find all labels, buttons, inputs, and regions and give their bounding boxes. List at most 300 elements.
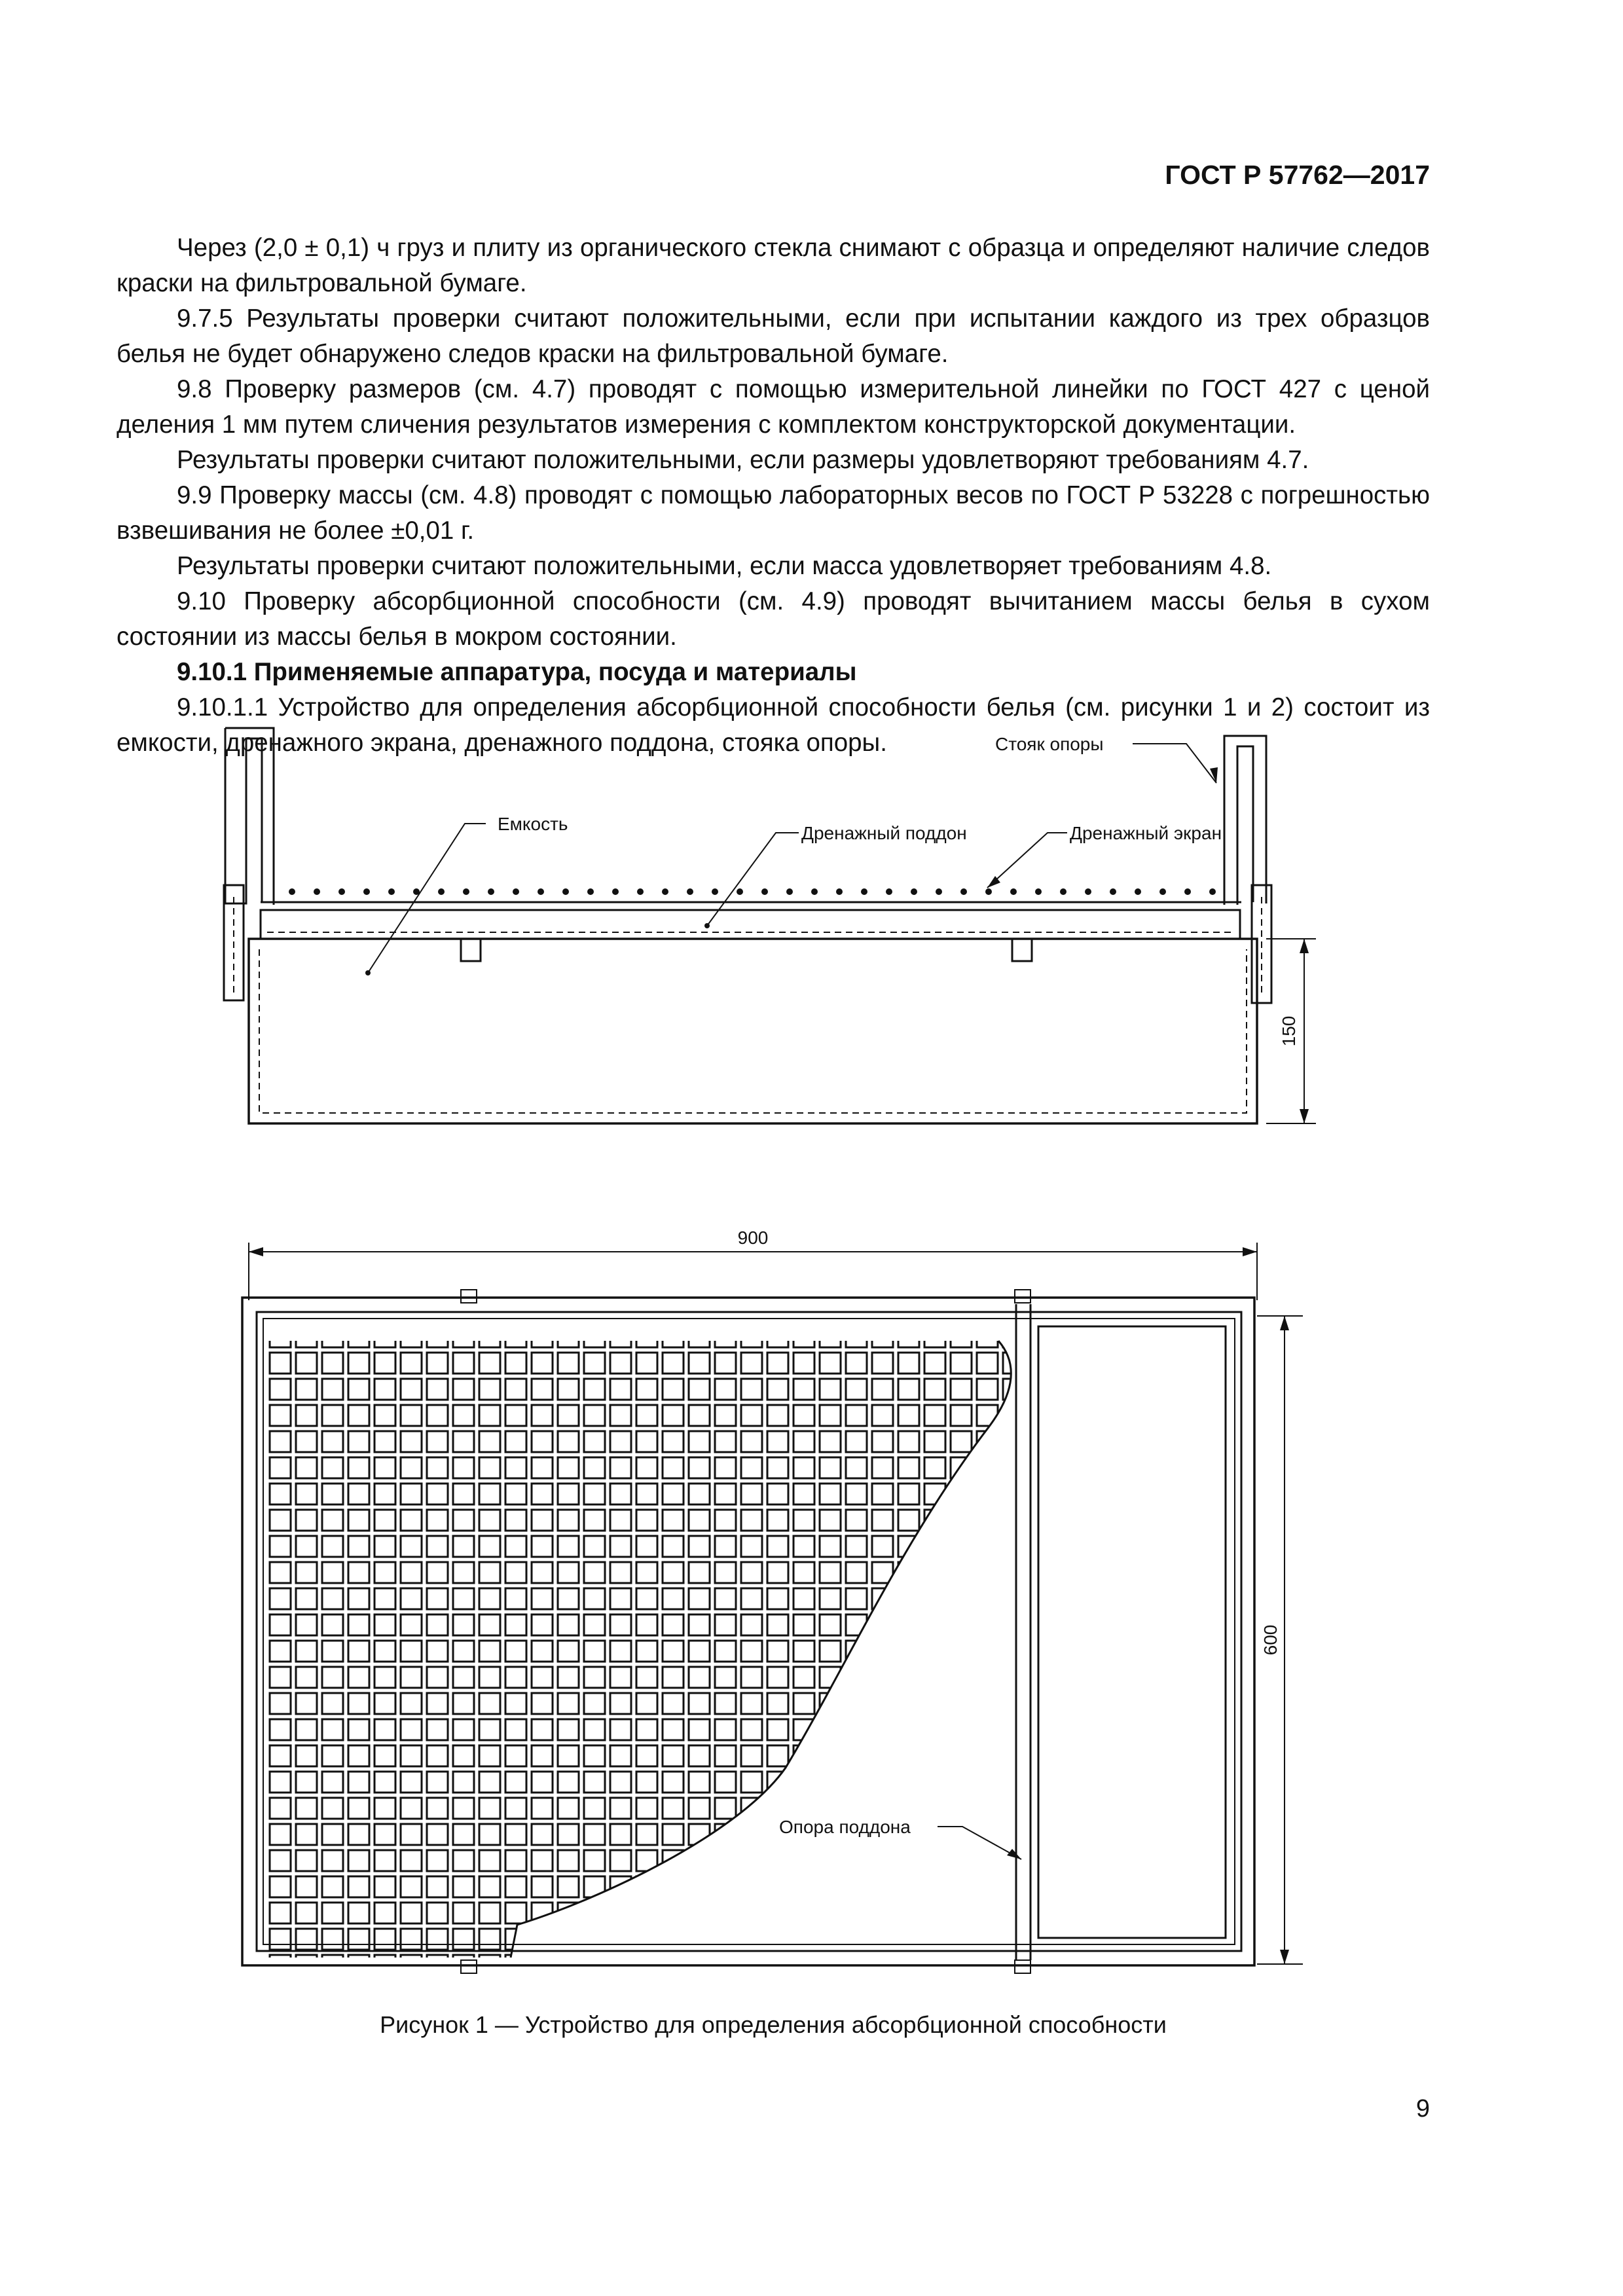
screen-dot: [463, 888, 469, 895]
screen-dot: [538, 888, 544, 895]
grid-cell: [741, 1929, 762, 1950]
grid-cell: [401, 1772, 422, 1793]
grid-cell: [558, 1614, 579, 1635]
grid-cell: [715, 1431, 736, 1452]
grid-cell: [558, 1510, 579, 1531]
grid-cell: [610, 1929, 631, 1950]
grid-cell: [793, 1353, 814, 1374]
grid-cell: [558, 1353, 579, 1374]
grid-cell: [322, 1326, 343, 1347]
grid-cell: [898, 1929, 919, 1950]
grid-cell: [846, 1876, 867, 1897]
grid-cell: [663, 1510, 684, 1531]
grid-cell: [977, 1929, 998, 1950]
grid-cell: [1003, 1798, 1024, 1819]
grid-cell: [584, 1850, 605, 1871]
grid-cell: [479, 1353, 500, 1374]
grid-cell: [479, 1641, 500, 1662]
grid-cell: [689, 1614, 710, 1635]
grid-cell: [898, 1772, 919, 1793]
grid-cell: [532, 1484, 553, 1504]
grid-cell: [846, 1484, 867, 1504]
grid-cell: [663, 1431, 684, 1452]
grid-cell: [741, 1772, 762, 1793]
grid-cell: [453, 1484, 474, 1504]
grid-cell: [532, 1405, 553, 1426]
grid-cell: [348, 1903, 369, 1923]
screen-dot: [637, 888, 644, 895]
grid-cell: [348, 1850, 369, 1871]
grid-cell: [374, 1693, 395, 1714]
paragraph: 9.9 Проверку массы (см. 4.8) проводят с помощью лабораторных весов по ГОСТ Р 53228 с погрешностью взвешивания не более ±0,01 г.: [117, 481, 1430, 545]
grid-cell: [584, 1588, 605, 1609]
grid-cell: [532, 1641, 553, 1662]
grid-cell: [401, 1824, 422, 1845]
grid-cell: [689, 1719, 710, 1740]
grid-cell: [898, 1588, 919, 1609]
grid-cell: [374, 1457, 395, 1478]
grid-cell: [505, 1431, 526, 1452]
screen-dot: [811, 888, 818, 895]
grid-cell: [374, 1536, 395, 1557]
grid-cell: [767, 1405, 788, 1426]
grid-cell: [505, 1379, 526, 1400]
grid-cell: [872, 1353, 893, 1374]
grid-cell: [898, 1562, 919, 1583]
grid-cell: [296, 1850, 317, 1871]
grid-cell: [898, 1798, 919, 1819]
grid-cell: [558, 1641, 579, 1662]
grid-cell: [636, 1405, 657, 1426]
grid-cell: [951, 1876, 972, 1897]
grid-cell: [558, 1693, 579, 1714]
grid-cell: [636, 1510, 657, 1531]
grid-cell: [610, 1798, 631, 1819]
grid-cell: [715, 1536, 736, 1557]
grid-cell: [296, 1484, 317, 1504]
grid-cell: [479, 1667, 500, 1688]
grid-cell: [820, 1536, 841, 1557]
grid-cell: [584, 1667, 605, 1688]
grid-cell: [427, 1876, 448, 1897]
grid-cell: [741, 1614, 762, 1635]
grid-cell: [924, 1929, 945, 1950]
grid-cell: [977, 1536, 998, 1557]
dimension-arrow: [1300, 1109, 1309, 1123]
grid-cell: [715, 1510, 736, 1531]
screen-dot: [513, 888, 519, 895]
grid-cell: [846, 1667, 867, 1688]
grid-cell: [977, 1745, 998, 1766]
grid-cell: [820, 1850, 841, 1871]
grid-cell: [453, 1641, 474, 1662]
grid-cell: [270, 1588, 291, 1609]
grid-cell: [453, 1614, 474, 1635]
grid-cell: [872, 1431, 893, 1452]
grid-cell: [820, 1745, 841, 1766]
grid-cell: [479, 1798, 500, 1819]
screen-dot: [289, 888, 295, 895]
grid-cell: [872, 1614, 893, 1635]
grid-cell: [505, 1798, 526, 1819]
grid-cell: [715, 1484, 736, 1504]
grid-cell: [846, 1588, 867, 1609]
figure-caption: Рисунок 1 — Устройство для определения абсорбционной способности: [380, 2011, 1167, 2038]
grid-cell: [872, 1457, 893, 1478]
grid-cell: [296, 1536, 317, 1557]
grid-cell: [558, 1876, 579, 1897]
grid-cell: [872, 1903, 893, 1923]
grid-cell: [558, 1562, 579, 1583]
grid-cell: [898, 1641, 919, 1662]
grid-cell: [846, 1719, 867, 1740]
grid-cell: [741, 1824, 762, 1845]
grid-cell: [374, 1379, 395, 1400]
grid-cell: [767, 1431, 788, 1452]
grid-cell: [558, 1431, 579, 1452]
grid-cell: [348, 1457, 369, 1478]
grid-cell: [453, 1876, 474, 1897]
grid-cell: [348, 1772, 369, 1793]
grid-cell: [427, 1850, 448, 1871]
grid-cell: [767, 1641, 788, 1662]
grid-cell: [636, 1353, 657, 1374]
grid-cell: [558, 1484, 579, 1504]
grid-cell: [427, 1536, 448, 1557]
grid-cell: [820, 1614, 841, 1635]
screen-dot: [985, 888, 992, 895]
leader-lines: [368, 744, 1216, 1859]
grid-cell: [951, 1667, 972, 1688]
dimension-arrow: [1243, 1247, 1257, 1256]
cutaway-edge: [511, 1341, 1011, 1958]
grid-cell: [924, 1876, 945, 1897]
grid-cell: [479, 1614, 500, 1635]
grid-cell: [951, 1562, 972, 1583]
grid-cell: [532, 1745, 553, 1766]
grid-cell: [348, 1431, 369, 1452]
grid-cell: [270, 1641, 291, 1662]
grid-cell: [820, 1457, 841, 1478]
grid-cell: [1003, 1405, 1024, 1426]
grid-cell: [977, 1379, 998, 1400]
grid-cell: [636, 1693, 657, 1714]
grid-cell: [820, 1719, 841, 1740]
grid-cell: [767, 1588, 788, 1609]
grid-cell: [977, 1588, 998, 1609]
grid-cell: [374, 1562, 395, 1583]
grid-cell: [977, 1772, 998, 1793]
grid-cell: [820, 1484, 841, 1504]
grid-cell: [636, 1641, 657, 1662]
grid-cell: [584, 1798, 605, 1819]
dimension-arrow: [1280, 1950, 1289, 1964]
grid-cell: [532, 1667, 553, 1688]
grid-cell: [427, 1667, 448, 1688]
grid-cell: [793, 1562, 814, 1583]
grid-cell: [767, 1457, 788, 1478]
grid-cell: [793, 1693, 814, 1714]
grid-cell: [322, 1510, 343, 1531]
grid-cell: [1003, 1484, 1024, 1504]
grid-cell: [479, 1745, 500, 1766]
grid-cell: [741, 1536, 762, 1557]
grid-cell: [322, 1903, 343, 1923]
grid-cell: [1003, 1562, 1024, 1583]
grid-cell: [1003, 1641, 1024, 1662]
grid-cell: [846, 1614, 867, 1635]
grid-cell: [820, 1798, 841, 1819]
grid-cell: [715, 1719, 736, 1740]
grid-cell: [374, 1326, 395, 1347]
grid-cell: [322, 1850, 343, 1871]
grid-cell: [767, 1850, 788, 1871]
grid-cell: [322, 1353, 343, 1374]
grid-cell: [872, 1850, 893, 1871]
grid-cell: [741, 1745, 762, 1766]
grid-cell: [479, 1379, 500, 1400]
grid-cell: [610, 1326, 631, 1347]
grid-cell: [505, 1850, 526, 1871]
screen-dot: [488, 888, 494, 895]
grid-cell: [636, 1745, 657, 1766]
grid-cell: [374, 1824, 395, 1845]
paragraph: 9.10.1.1 Устройство для определения абсорбционной способности белья (см. рисунки 1 и 2) состоит из емкости, дренажного экрана, дренажного поддона, стояка опоры.: [117, 693, 1430, 757]
grid-cell: [715, 1405, 736, 1426]
grid-cell: [872, 1379, 893, 1400]
grid-cell: [898, 1431, 919, 1452]
grid-cell: [479, 1850, 500, 1871]
grid-cell: [348, 1405, 369, 1426]
grid-cell: [479, 1876, 500, 1897]
grid-cell: [820, 1431, 841, 1452]
grid-cell: [505, 1510, 526, 1531]
grid-cell: [270, 1929, 291, 1950]
grid-cell: [479, 1536, 500, 1557]
grid-cell: [898, 1719, 919, 1740]
grid-cell: [977, 1614, 998, 1635]
grid-cell: [636, 1562, 657, 1583]
grid-cell: [401, 1484, 422, 1504]
grid-cell: [505, 1353, 526, 1374]
grid-cell: [846, 1772, 867, 1793]
screen-dot: [612, 888, 619, 895]
grid-cell: [479, 1431, 500, 1452]
grid-cell: [532, 1824, 553, 1845]
grid-cell: [820, 1641, 841, 1662]
grid-cell: [767, 1693, 788, 1714]
grid-cell: [374, 1614, 395, 1635]
grid-cell: [1003, 1457, 1024, 1478]
grid-cell: [793, 1326, 814, 1347]
grid-cell: [951, 1903, 972, 1923]
grid-cell: [479, 1484, 500, 1504]
screen-dot: [587, 888, 594, 895]
grid-cell: [951, 1719, 972, 1740]
grid-cell: [898, 1379, 919, 1400]
grid-cell: [636, 1876, 657, 1897]
grid-cell: [453, 1431, 474, 1452]
grid-cell: [846, 1903, 867, 1923]
grid-cell: [584, 1379, 605, 1400]
grid-cell: [767, 1353, 788, 1374]
grid-cell: [584, 1405, 605, 1426]
grid-cell: [846, 1510, 867, 1531]
grid-cell: [322, 1772, 343, 1793]
grid-cell: [270, 1379, 291, 1400]
grid-cell: [610, 1667, 631, 1688]
grid-cell: [348, 1798, 369, 1819]
screen-dot: [314, 888, 320, 895]
grid-cell: [427, 1326, 448, 1347]
grid-cell: [374, 1798, 395, 1819]
grid-cell: [348, 1929, 369, 1950]
grid-cell: [610, 1484, 631, 1504]
grid-cell: [1003, 1745, 1024, 1766]
grid-cell: [820, 1588, 841, 1609]
grid-cell: [532, 1457, 553, 1478]
grid-cell: [296, 1379, 317, 1400]
grid-cell: [636, 1484, 657, 1504]
grid-cell: [322, 1719, 343, 1740]
grid-cell: [348, 1876, 369, 1897]
grid-cell: [898, 1457, 919, 1478]
screen-dot: [662, 888, 668, 895]
grid-cell: [270, 1667, 291, 1688]
grid-cell: [715, 1929, 736, 1950]
grid-cell: [741, 1457, 762, 1478]
grid-cell: [1003, 1693, 1024, 1714]
paragraph: Результаты проверки считают положительными, если масса удовлетворяет требованиям 4.8.: [177, 552, 1272, 580]
grid-cell: [584, 1510, 605, 1531]
grid-cell: [846, 1798, 867, 1819]
grid-cell: [793, 1772, 814, 1793]
grid-cell: [793, 1667, 814, 1688]
grid-cell: [453, 1693, 474, 1714]
grid-cell: [453, 1379, 474, 1400]
grid-cell: [374, 1431, 395, 1452]
grid-cell: [479, 1903, 500, 1923]
grid-cell: [532, 1850, 553, 1871]
grid-cell: [427, 1614, 448, 1635]
grid-cell: [663, 1562, 684, 1583]
grid-cell: [846, 1562, 867, 1583]
grid-cell: [427, 1929, 448, 1950]
grid-cell: [636, 1588, 657, 1609]
grid-cell: [296, 1326, 317, 1347]
grid-cell: [610, 1536, 631, 1557]
grid-cell: [689, 1457, 710, 1478]
grid-cell: [977, 1510, 998, 1531]
grid-cell: [924, 1326, 945, 1347]
grid-cell: [532, 1353, 553, 1374]
grid-cell: [820, 1903, 841, 1923]
grid-cell: [898, 1326, 919, 1347]
grid-cell: [505, 1641, 526, 1662]
grid-cell: [348, 1588, 369, 1609]
grid-cell: [663, 1353, 684, 1374]
grid-cell: [977, 1484, 998, 1504]
grid-cell: [296, 1824, 317, 1845]
grid-cell: [951, 1405, 972, 1426]
grid-cell: [584, 1536, 605, 1557]
grid-cell: [505, 1588, 526, 1609]
grid-cell: [558, 1903, 579, 1923]
screen-dot: [1209, 888, 1216, 895]
screen-dot: [1184, 888, 1191, 895]
grid-cell: [479, 1510, 500, 1531]
grid-cell: [505, 1772, 526, 1793]
grid-cell: [793, 1614, 814, 1635]
grid-cell: [479, 1772, 500, 1793]
grid-cell: [951, 1484, 972, 1504]
grid-cell: [741, 1719, 762, 1740]
grid-cell: [453, 1824, 474, 1845]
grid-cell: [322, 1405, 343, 1426]
grid-cell: [532, 1719, 553, 1740]
label-stoyak: Стояк опоры: [995, 734, 1104, 754]
grid-cell: [453, 1510, 474, 1531]
grid-cell: [505, 1326, 526, 1347]
grid-cell: [924, 1693, 945, 1714]
page-number: 9: [1415, 2095, 1430, 2123]
grid-cell: [636, 1326, 657, 1347]
grid-cell: [532, 1326, 553, 1347]
dimension-arrow: [249, 1247, 263, 1256]
grid-cell: [322, 1798, 343, 1819]
grid-cell: [532, 1431, 553, 1452]
grid-cell: [453, 1772, 474, 1793]
grid-cell: [977, 1876, 998, 1897]
grid-cell: [951, 1772, 972, 1793]
grid-cell: [296, 1798, 317, 1819]
grid-cell: [663, 1876, 684, 1897]
grid-cell: [584, 1693, 605, 1714]
grid-cell: [846, 1929, 867, 1950]
grid-cell: [427, 1772, 448, 1793]
grid-cell: [898, 1484, 919, 1504]
screen-dot: [1010, 888, 1017, 895]
screen-dot: [388, 888, 395, 895]
screen-dot: [886, 888, 892, 895]
grid-cell: [820, 1876, 841, 1897]
grid-cell: [663, 1641, 684, 1662]
grid-cell: [663, 1457, 684, 1478]
dimension-150: 150: [1279, 1015, 1299, 1047]
grid-cell: [846, 1379, 867, 1400]
grid-cell: [924, 1850, 945, 1871]
screen-dot: [936, 888, 942, 895]
grid-cell: [977, 1353, 998, 1374]
grid-cell: [898, 1614, 919, 1635]
grid-cell: [636, 1536, 657, 1557]
grid-cell: [558, 1588, 579, 1609]
grid-cell: [636, 1824, 657, 1845]
grid-cell: [1003, 1824, 1024, 1845]
grid-cell: [296, 1929, 317, 1950]
grid-cell: [348, 1824, 369, 1845]
grid-cell: [689, 1588, 710, 1609]
grid-cell: [348, 1326, 369, 1347]
grid-cell: [296, 1353, 317, 1374]
grid-cell: [558, 1667, 579, 1688]
label-emkost: Емкость: [498, 814, 568, 834]
dimension-arrow: [1280, 1316, 1289, 1330]
grid-cell: [558, 1326, 579, 1347]
grid-cell: [977, 1824, 998, 1845]
leader-arrow: [1007, 1849, 1021, 1859]
grid-cell: [374, 1588, 395, 1609]
